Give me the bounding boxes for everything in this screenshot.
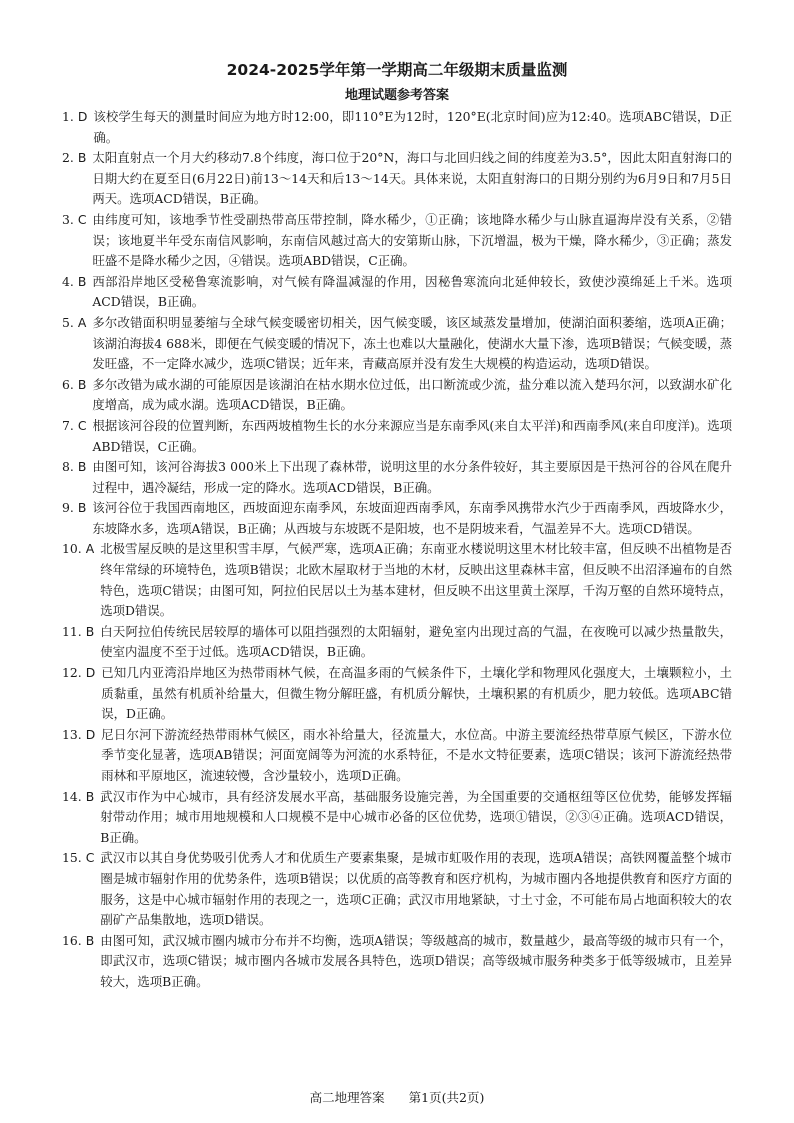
answer-number: 6. [62, 376, 74, 392]
answer-number: 14. [62, 788, 82, 804]
answer-explanation: 武汉市以其自身优势吸引优秀人才和优质生产要素集聚，是城市虹吸作用的表现，选项A错误；高铁网覆盖整个城市圈是城市辐射作用的优势条件，选项B错误；以优质的高等教育和医疗机构，为城市圈内各地提供教育和医疗方面的服务，这是中心城市辐射作用的表现之一，选项C正确；武汉市用地紧缺，寸土寸金，不可能布局占地面积较大的农副矿产品集散地，选项D错误。 [100, 850, 732, 928]
answer-explanation: 根据该河谷段的位置判断，东西两坡植物生长的水分来源应当是东南季风(来自太平洋)和西南季风(来自印度洋)。选项ABD错误，C正确。 [92, 417, 732, 454]
answer-number: 3. [62, 211, 74, 227]
document-subtitle: 地理试题参考答案 [344, 88, 449, 103]
answer-explanation: 武汉市作为中心城市，具有经济发展水平高，基础服务设施完善，为全国重要的交通枢纽等区位优势，能够发挥辐射带动作用；城市用地规模和人口规模不是中心城市必备的区位优势，选项①错误，②③④正确。选项ACD错误，B正确。 [100, 788, 732, 845]
answer-key: B [85, 623, 95, 639]
answer-explanation: 由图可知，该河谷海拔3 000米上下出现了森林带，说明这里的水分条件较好，其主要原因是干热河谷的谷风在爬升过程中，遇冷凝结，形成一定的降水。选项ACD错误，B正确。 [92, 459, 732, 495]
answer-item [62, 210, 732, 272]
answer-item [62, 787, 732, 849]
answer-explanation: 已知几内亚湾沿岸地区为热带雨林气候，在高温多雨的气候条件下，土壤化学和物理风化强度大，土壤颗粒小，土质黏重，虽然有机质补给量大，但微生物分解旺盛，有机质分解快，土壤积累的有机质少，肥力较低。选项ABC错误，D正确。 [101, 665, 732, 722]
answer-key: B [77, 459, 87, 475]
answer-key: D [85, 726, 96, 742]
answer-number: 13. [62, 726, 82, 742]
answer-explanation: 该河谷位于我国西南地区，西坡面迎东南季风，东坡面迎西南季风，东南季风携带水汽少于西南季风，西坡降水少，东坡降水多，选项A错误，B正确；从西坡与东坡既不是阳坡，也不是阴坡来看，气温差异不大。选项CD错误。 [92, 500, 732, 536]
answer-key: B [85, 932, 95, 948]
answer-number: 8. [62, 459, 74, 475]
footer-page-number: 第1页(共2页) [408, 1090, 485, 1105]
answer-key: C [85, 850, 95, 866]
answer-key: D [85, 665, 96, 681]
answer-item [62, 148, 732, 210]
answer-key: D [77, 109, 88, 124]
answer-key: B [77, 376, 87, 392]
answer-number: 15. [62, 850, 82, 866]
answer-explanation: 多尔改错面积明显萎缩与全球气候变暖密切相关，因气候变暖，该区域蒸发量增加，使湖泊面积萎缩，选项A正确；该湖泊海拔4 688米，即便在气候变暖的情况下，冻土也难以大量融化，使湖水大量下渗，选项B错误；气候变暖，蒸发旺盛，不一定降水减少，选项C错误；近年来，青藏高原并没有发生大规模的构造运动，选项D错误。 [92, 314, 732, 372]
answer-item [62, 272, 732, 313]
answer-number: 5. [62, 314, 74, 330]
answer-key: B [85, 788, 95, 804]
answer-item [62, 848, 732, 930]
document-title: 2024-2025学年第一学期高二年级期末质量监测 [226, 61, 568, 79]
answer-number: 2. [62, 150, 74, 166]
answer-key: B [77, 150, 87, 166]
answer-key: C [77, 417, 87, 433]
answer-explanation: 北极雪屋反映的是这里积雪丰厚，气候严寒，选项A正确；东南亚水楼说明这里木材比较丰富，但反映不出植物是否终年常绿的环境特色，选项B错误；北欧木屋取材于当地的木材，反映出这里森林丰富，但反映不出沼泽遍布的自然特色，选项C错误；由图可知，阿拉伯民居以土为基本建材，但反映不出这里黄土深厚，千沟万壑的自然环境特点，选项D错误。 [100, 541, 732, 619]
answer-key: C [77, 211, 87, 227]
answer-explanation: 由纬度可知，该地季节性受副热带高压带控制，降水稀少，①正确；该地降水稀少与山脉直逼海岸没有关系，②错误；该地夏半年受东南信风影响，东南信风越过高大的安第斯山脉，下沉增温，极为干燥，降水稀少，③正确；蒸发旺盛不是降水稀少之因，④错误。选项ABD错误，C正确。 [92, 211, 732, 269]
answer-item [62, 539, 732, 621]
answer-item [62, 107, 732, 148]
answer-item [62, 725, 732, 787]
answer-explanation: 尼日尔河下游流经热带雨林气候区，雨水补给量大，径流量大，水位高。中游主要流经热带草原气候区，下游水位季节变化显著，选项AB错误；河面宽阔等为河流的水系特征，不是水文特征要素，选项C错误；该河下游流经热带雨林和平原地区，流速较慢，含沙量较小，选项D正确。 [101, 726, 732, 783]
answer-explanation: 太阳直射点一个月大约移动7.8个纬度，海口位于20°N，海口与北回归线之间的纬度差为3.5°，因此太阳直射海口的日期大约在夏至日(6月22日)前13～14天和后13～14天。具体来说，太阳直射海口的日期分别约为6月9日和7月5日两天。选项ACD错误，B正确。 [92, 150, 732, 207]
answer-item [62, 498, 732, 539]
answer-list [62, 107, 732, 993]
answer-key: B [77, 500, 87, 516]
footer-subject: 高二地理答案 [309, 1090, 385, 1105]
answer-explanation: 多尔改错为咸水湖的可能原因是该湖泊在枯水期水位过低，出口断流或少流，盐分难以流入楚玛尔河，以致湖水矿化度增高，成为咸水湖。选项ACD错误，B正确。 [92, 376, 732, 413]
answer-number: 10. [62, 541, 82, 557]
answer-key: A [85, 541, 95, 557]
answer-explanation: 由图可知，武汉城市圈内城市分布并不均衡，选项A错误；等级越高的城市，数量越少，最高等级的城市只有一个，即武汉市，选项C错误；城市圈内各城市发展各具特色，选项D错误；高等级城市服务种类多于低等级城市，且差异较大，选项B正确。 [100, 932, 732, 989]
page-footer [0, 1088, 794, 1106]
answer-number: 12. [62, 665, 82, 681]
answer-explanation: 西部沿岸地区受秘鲁寒流影响，对气候有降温减湿的作用，因秘鲁寒流向北延伸较长，致使沙漠绵延上千米。选项ACD错误，B正确。 [92, 273, 732, 310]
answer-key: B [77, 273, 87, 289]
answer-number: 9. [62, 500, 74, 516]
answer-item [62, 313, 732, 375]
answer-number: 11. [62, 623, 82, 639]
answer-explanation: 白天阿拉伯传统民居较厚的墙体可以阻挡强烈的太阳辐射，避免室内出现过高的气温，在夜晚可以减少热量散失，使室内温度不至于过低。选项ACD错误，B正确。 [100, 623, 732, 660]
answer-item [62, 375, 732, 416]
answer-explanation: 该校学生每天的测量时间应为地方时12:00，即110°E为12时，120°E(北京时间)应为12:40。选项ABC错误，D正确。 [93, 109, 732, 145]
answer-item [62, 416, 732, 457]
answer-number: 16. [62, 932, 82, 948]
answer-item [62, 663, 732, 725]
answer-key: A [77, 314, 87, 330]
answer-number: 4. [62, 273, 74, 289]
answer-number: 1. [62, 109, 74, 124]
answer-item [62, 931, 732, 993]
answer-number: 7. [62, 417, 74, 433]
answer-item [62, 622, 732, 663]
answer-item [62, 457, 732, 498]
